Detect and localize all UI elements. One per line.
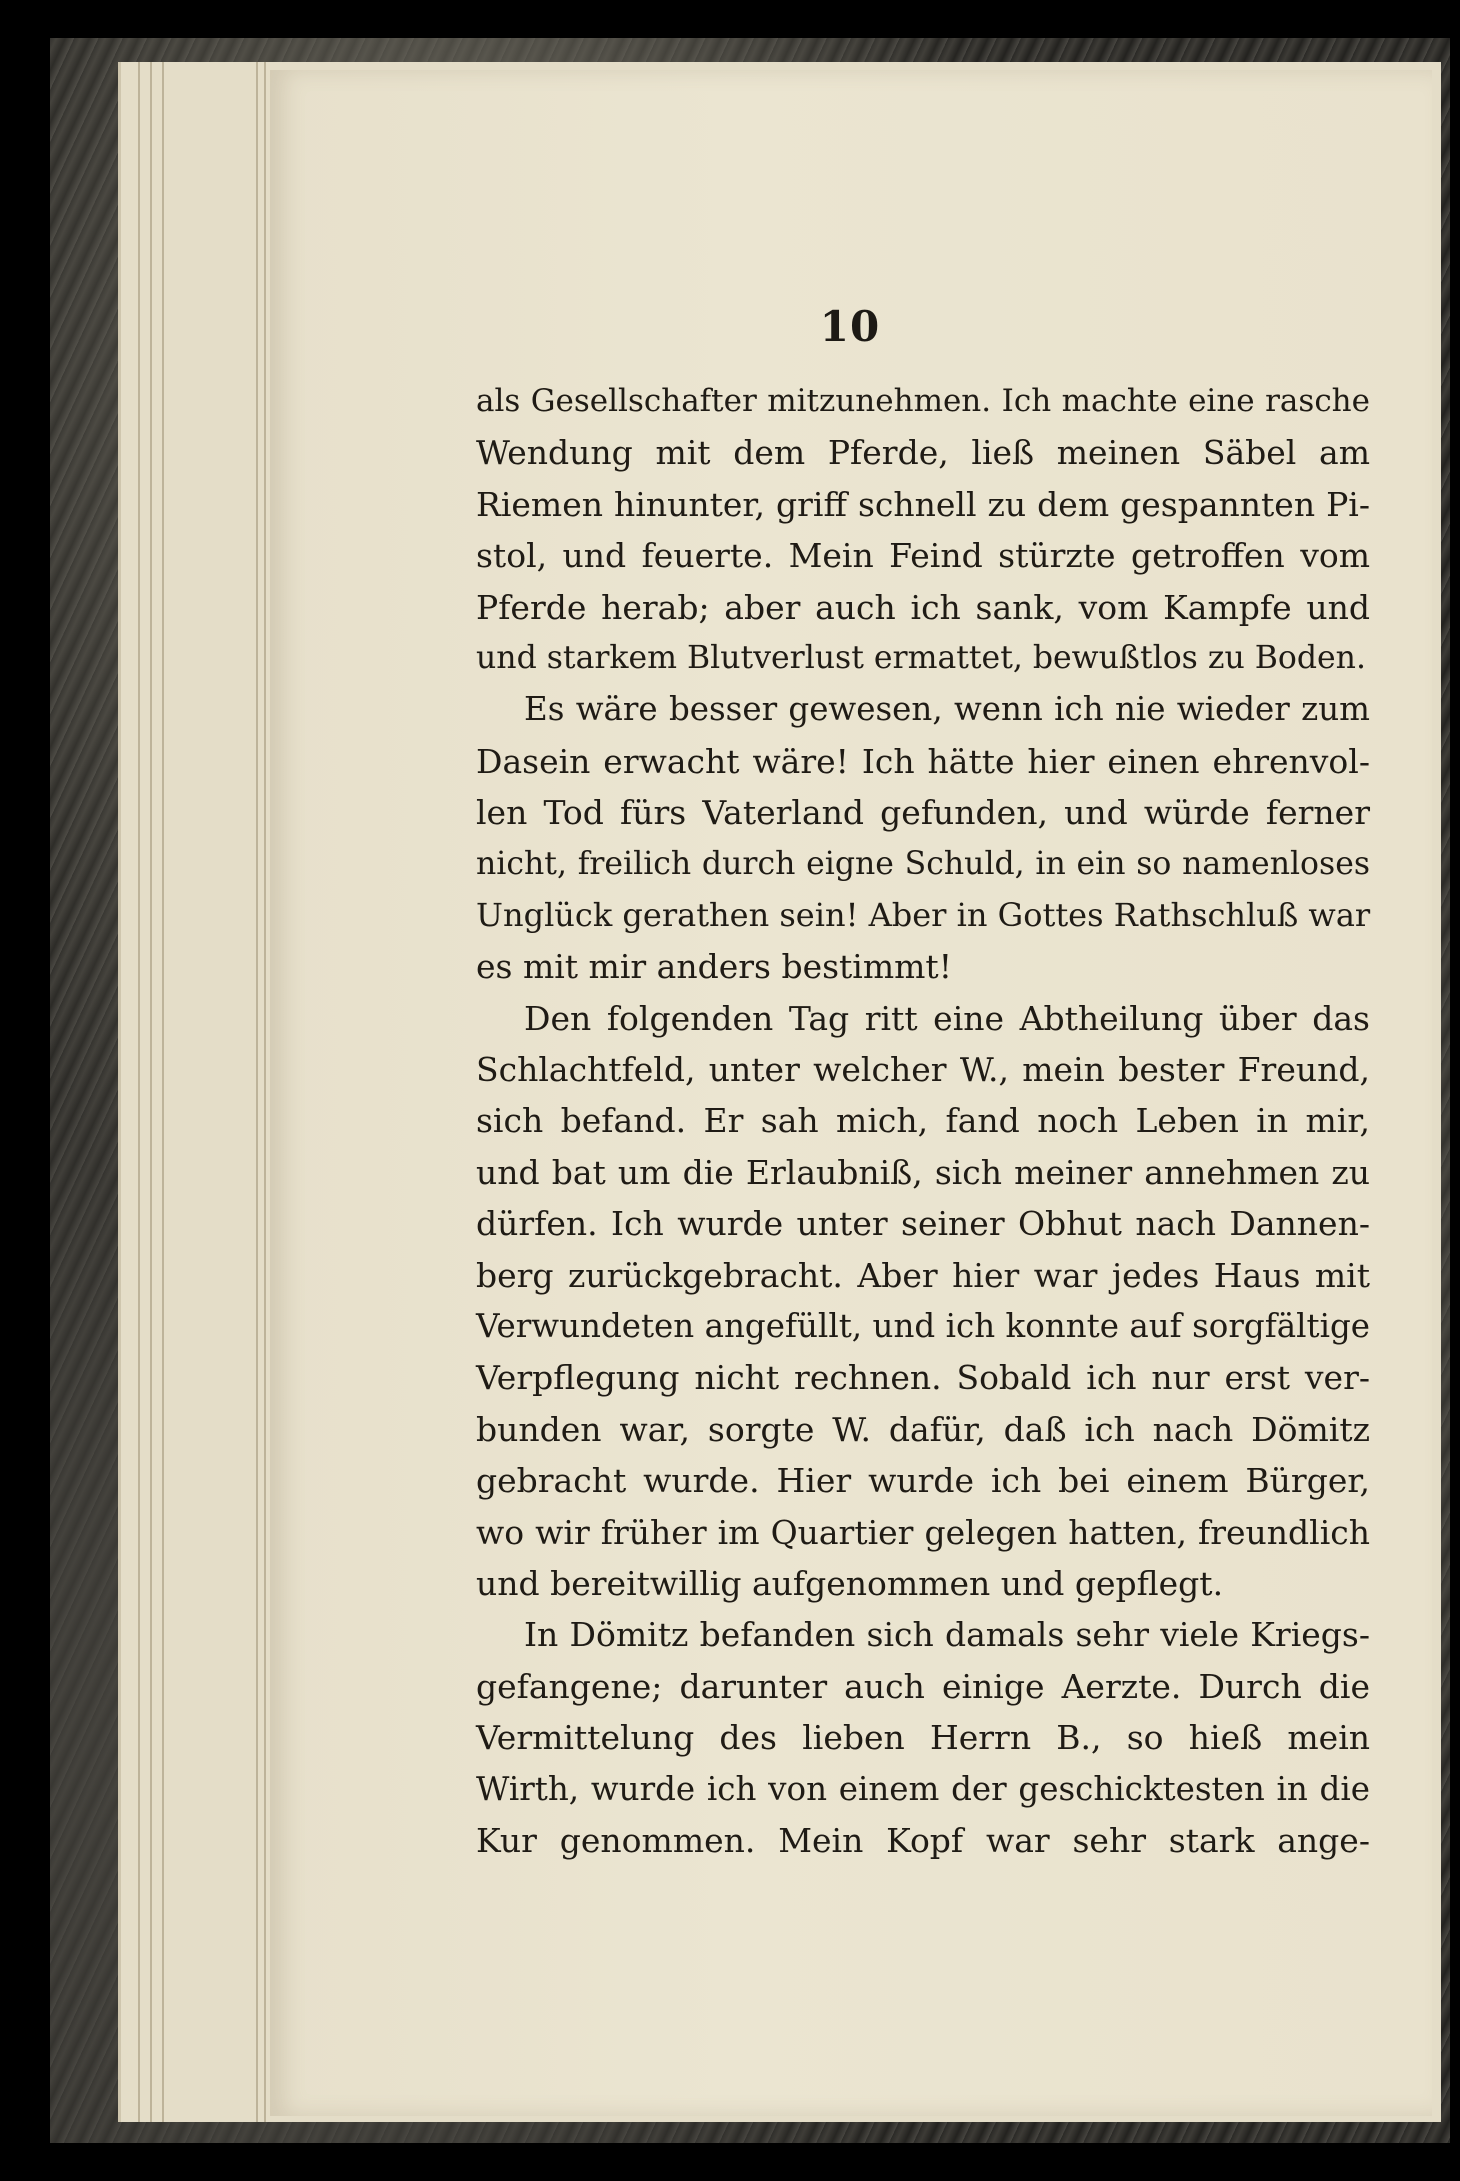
page-number: 10	[819, 302, 881, 351]
book-page	[270, 70, 1432, 2116]
text-line: und starkem Blutverlust ermattet, bewußtlos zu Boden.	[476, 639, 1366, 676]
text-line: In Dömitz befanden sich damals sehr viele Kriegs-	[524, 1615, 1370, 1655]
text-line: Wendung mit dem Pferde, ließ meinen Säbel am	[476, 433, 1370, 473]
page-edge-line	[162, 62, 164, 2122]
text-line: wo wir früher im Quartier gelegen hatten, freundlich	[476, 1512, 1370, 1552]
text-line: bunden war, sorgte W. dafür, daß ich nach Dömitz	[476, 1409, 1370, 1449]
text-line: Den folgenden Tag ritt eine Abtheilung über das	[524, 998, 1370, 1038]
page-edge-line	[150, 62, 152, 2122]
text-line: stol, und feuerte. Mein Feind stürzte getroffen vom	[476, 536, 1370, 576]
text-line: Unglück gerathen sein! Aber in Gottes Rathschluß war	[476, 895, 1371, 934]
text-line: Verwundeten angefüllt, und ich konnte auf sorgfältige	[476, 1307, 1370, 1346]
text-line: es mit mir anders bestimmt!	[476, 947, 952, 987]
text-line: Riemen hinunter, griff schnell zu dem gespannten Pi-	[476, 484, 1370, 524]
text-line: gebracht wurde. Hier wurde ich bei einem Bürger,	[476, 1461, 1370, 1501]
text-line: als Gesellschafter mitzunehmen. Ich machte eine rasche	[476, 383, 1370, 419]
text-line: Schlachtfeld, unter welcher W., mein bester Freund,	[476, 1050, 1370, 1090]
text-line: Kur genommen. Mein Kopf war sehr stark ange-	[476, 1820, 1370, 1860]
text-line: Verpflegung nicht rechnen. Sobald ich nur erst ver-	[476, 1358, 1370, 1398]
text-line: len Tod fürs Vaterland gefunden, und würde ferner	[476, 793, 1370, 833]
page-edge-line	[256, 62, 258, 2122]
page-edge-line	[138, 62, 140, 2122]
page-edge-line	[264, 62, 266, 2122]
text-line: Pferde herab; aber auch ich sank, vom Kampfe und	[476, 587, 1370, 627]
text-line: und bereitwillig aufgenommen und gepflegt.	[476, 1563, 1224, 1603]
text-line: berg zurückgebracht. Aber hier war jedes Haus mit	[476, 1255, 1370, 1295]
text-line: Es wäre besser gewesen, wenn ich nie wieder zum	[524, 690, 1370, 729]
text-line: nicht, freilich durch eigne Schuld, in ein so namenloses	[476, 845, 1370, 882]
text-line: Wirth, wurde ich von einem der geschicktesten in die	[476, 1769, 1370, 1808]
body-text	[476, 376, 1370, 1866]
text-line: Vermittelung des lieben Herrn B., so hieß mein	[476, 1718, 1370, 1758]
text-line: gefangene; darunter auch einige Aerzte. Durch die	[476, 1666, 1370, 1706]
text-line: und bat um die Erlaubniß, sich meiner annehmen zu	[476, 1152, 1370, 1192]
text-line: Dasein erwacht wäre! Ich hätte hier einen ehrenvol-	[476, 741, 1370, 781]
text-line: sich befand. Er sah mich, fand noch Leben in mir,	[476, 1101, 1370, 1141]
text-line: dürfen. Ich wurde unter seiner Obhut nach Dannen-	[476, 1204, 1370, 1244]
